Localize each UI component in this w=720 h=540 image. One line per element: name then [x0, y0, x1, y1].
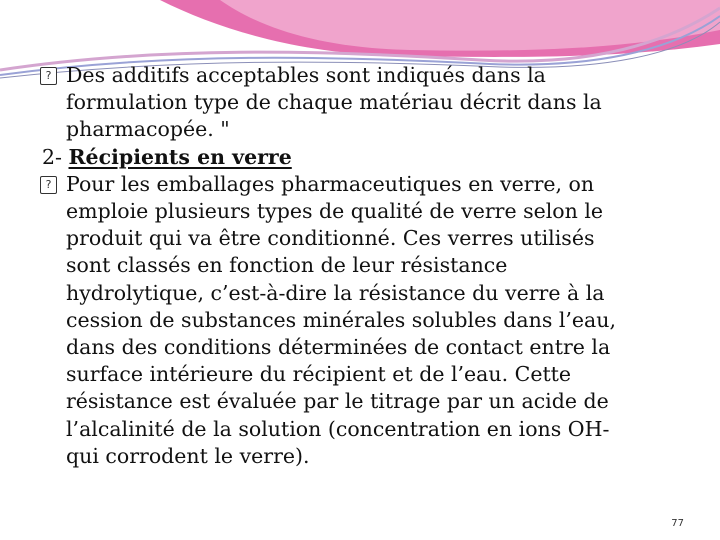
text-line: pharmacopée. " — [66, 117, 230, 142]
paragraph-additifs — [18, 62, 678, 144]
text-line: formulation type de chaque matériau décrit dans la — [66, 90, 602, 115]
text-line: résistance est évaluée par le titrage par un acide de — [66, 389, 609, 414]
section-title: Récipients en verre — [68, 144, 292, 169]
text-line: dans des conditions déterminées de contact entre la — [66, 335, 611, 360]
text-line: produit qui va être conditionné. Ces verres utilisés — [66, 226, 595, 251]
slide-content — [18, 62, 678, 470]
text-line: Pour les emballages pharmaceutiques en verre, on — [66, 171, 595, 196]
bullet-icon: ? — [40, 67, 57, 85]
text-line: l’alcalinité de la solution (concentration en ions OH- — [66, 416, 610, 441]
section-heading — [18, 144, 678, 171]
text-line: emploie plusieurs types de qualité de verre selon le — [66, 199, 604, 224]
bullet-icon: ? — [40, 176, 57, 194]
paragraph-verre — [18, 171, 678, 470]
text-line: sont classés en fonction de leur résistance — [66, 253, 508, 278]
page-number: 77 — [671, 518, 684, 529]
text-line: cession de substances minérales solubles dans l’eau, — [66, 307, 616, 332]
text-line: surface intérieure du récipient et de l’eau. Cette — [66, 362, 572, 387]
text-line: hydrolytique, c’est-à-dire la résistance du verre à la — [66, 280, 605, 305]
text-line: Des additifs acceptables sont indiqués dans la — [66, 63, 546, 87]
section-number: 2- — [42, 144, 62, 169]
text-line: qui corrodent le verre). — [66, 443, 310, 468]
